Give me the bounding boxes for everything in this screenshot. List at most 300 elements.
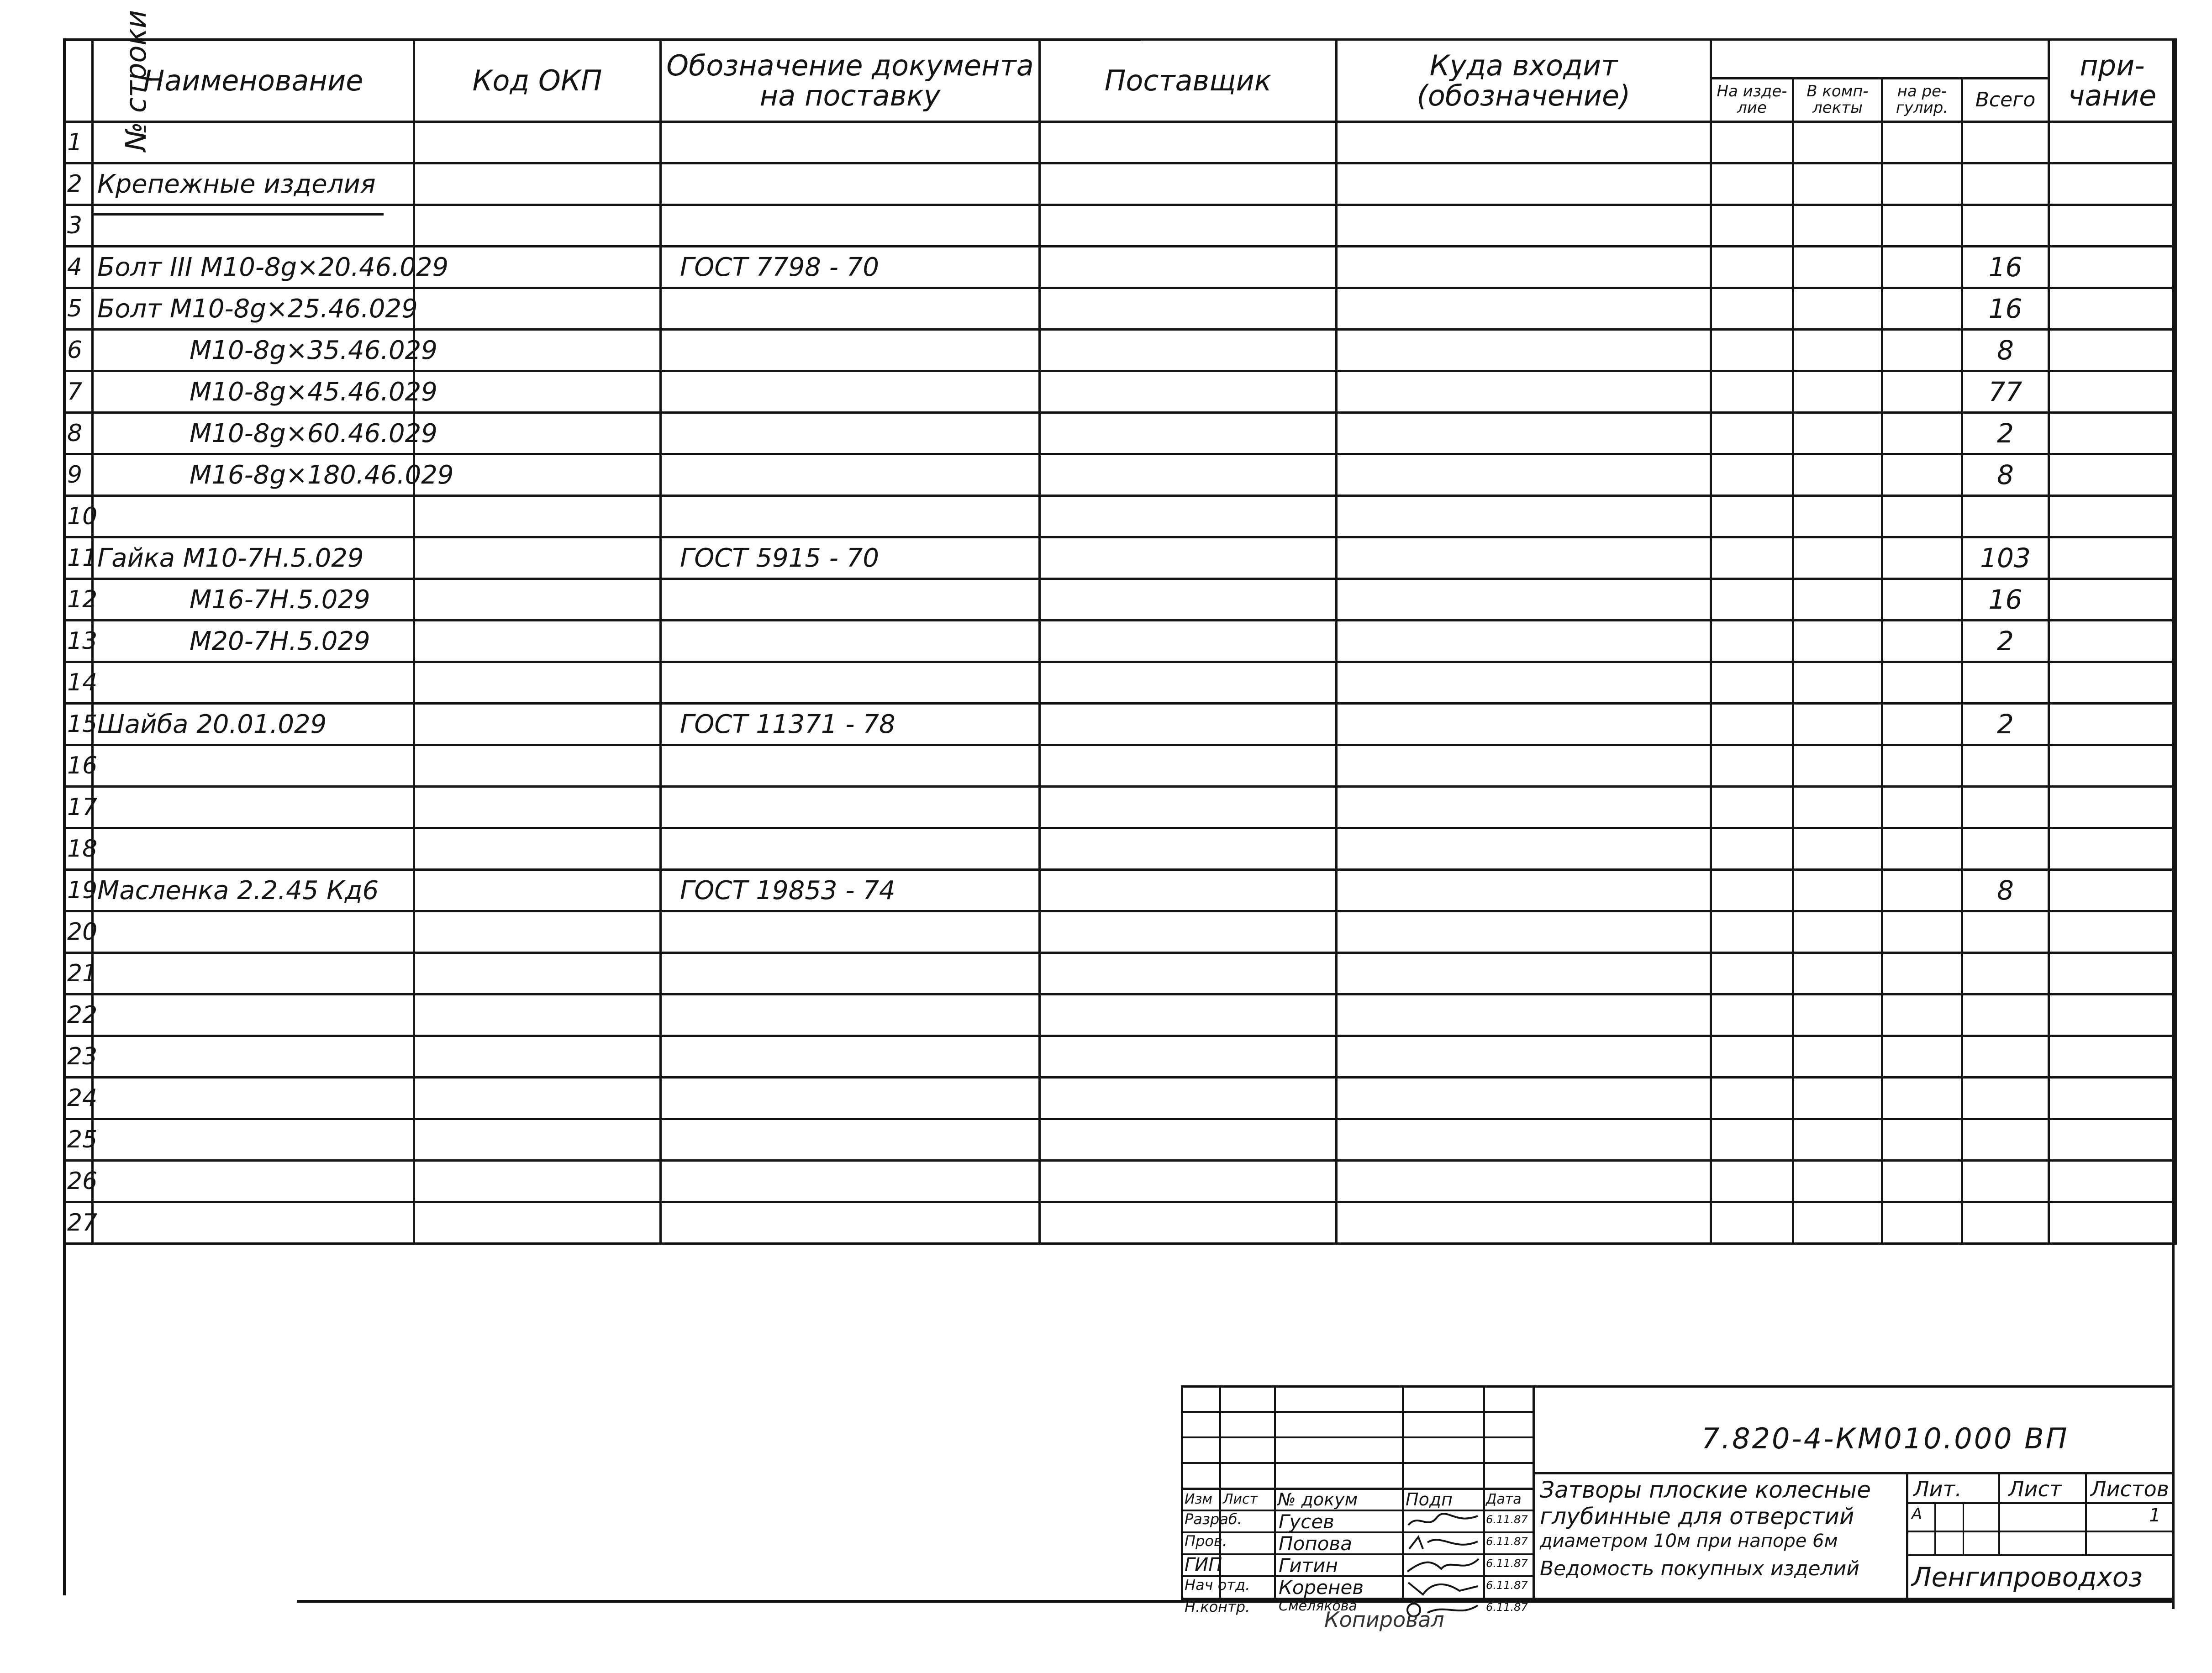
- where-used: [1337, 1119, 1711, 1161]
- where-used: [1337, 205, 1711, 247]
- where-used: [1337, 496, 1711, 537]
- qty-total: [1962, 994, 2049, 1036]
- supply-document: [661, 1161, 1040, 1202]
- table-row: [64, 496, 2176, 537]
- supply-document: [661, 662, 1040, 704]
- qty-adjustment: [1882, 163, 1962, 205]
- label-izm: Изм: [1185, 1491, 1213, 1507]
- header-supplier: Поставщик: [1040, 40, 1337, 122]
- header-qty-per-product: На изде- лие: [1711, 79, 1793, 122]
- table-row: [64, 537, 2176, 579]
- supplier: [1040, 621, 1337, 662]
- table-row: [64, 1202, 2176, 1244]
- item-name: М20-7Н.5.029: [93, 621, 414, 662]
- supply-document: [661, 454, 1040, 496]
- section-underline: [91, 213, 384, 216]
- okp-code: [414, 330, 661, 371]
- where-used: [1337, 787, 1711, 828]
- supplier: [1040, 496, 1337, 537]
- handwritten-signature: [1405, 1577, 1482, 1598]
- supplier: [1040, 330, 1337, 371]
- note: [2049, 828, 2176, 870]
- qty-total: [1962, 787, 2049, 828]
- label-signature: Подп: [1406, 1489, 1453, 1510]
- note: [2049, 205, 2176, 247]
- item-name: [93, 1036, 414, 1078]
- label-sheet: Лист: [2008, 1477, 2062, 1501]
- supply-document: [661, 1119, 1040, 1161]
- qty-total: 8: [1962, 870, 2049, 911]
- table-row: [64, 247, 2176, 288]
- note: [2049, 911, 2176, 953]
- qty-kits: [1793, 454, 1882, 496]
- handwritten-signature: [1405, 1511, 1482, 1532]
- table-row: [64, 579, 2176, 621]
- note: [2049, 621, 2176, 662]
- qty-per-product: [1711, 911, 1793, 953]
- okp-code: [414, 579, 661, 621]
- header-qty-kits: В комп- лекты: [1793, 79, 1882, 122]
- qty-per-product: [1711, 413, 1793, 454]
- item-name: Болт М10-8g×25.46.029: [93, 288, 414, 330]
- qty-total: [1962, 953, 2049, 994]
- qty-adjustment: [1882, 953, 1962, 994]
- where-used: [1337, 662, 1711, 704]
- qty-kits: [1793, 537, 1882, 579]
- row-number: 10: [64, 496, 93, 537]
- item-name: М10-8g×45.46.029: [93, 371, 414, 413]
- item-name: [93, 787, 414, 828]
- table-row: [64, 745, 2176, 787]
- label-list: Лист: [1223, 1491, 1258, 1507]
- qty-adjustment: [1882, 1036, 1962, 1078]
- supplier: [1040, 205, 1337, 247]
- okp-code: [414, 1161, 661, 1202]
- signer-name: Попова: [1279, 1532, 1352, 1555]
- note: [2049, 496, 2176, 537]
- table-row: [64, 288, 2176, 330]
- table-row: [64, 205, 2176, 247]
- supplier: [1040, 247, 1337, 288]
- table-row: [64, 371, 2176, 413]
- qty-per-product: [1711, 787, 1793, 828]
- qty-total: [1962, 911, 2049, 953]
- qty-kits: [1793, 870, 1882, 911]
- qty-adjustment: [1882, 579, 1962, 621]
- note: [2049, 122, 2176, 163]
- where-used: [1337, 704, 1711, 745]
- qty-adjustment: [1882, 662, 1962, 704]
- qty-per-product: [1711, 953, 1793, 994]
- okp-code: [414, 870, 661, 911]
- supplier: [1040, 828, 1337, 870]
- qty-kits: [1793, 288, 1882, 330]
- sign-date: 6.11.87: [1486, 1557, 1528, 1570]
- table-row: [64, 621, 2176, 662]
- table-row: [64, 662, 2176, 704]
- supplier: [1040, 662, 1337, 704]
- qty-total: [1962, 163, 2049, 205]
- qty-total: [1962, 1036, 2049, 1078]
- qty-per-product: [1711, 662, 1793, 704]
- where-used: [1337, 911, 1711, 953]
- where-used: [1337, 371, 1711, 413]
- qty-adjustment: [1882, 454, 1962, 496]
- item-name: [93, 1078, 414, 1119]
- supply-document: [661, 745, 1040, 787]
- qty-per-product: [1711, 1119, 1793, 1161]
- supply-document: [661, 994, 1040, 1036]
- supply-document: [661, 828, 1040, 870]
- note: [2049, 1078, 2176, 1119]
- description-line-2: глубинные для отверстий: [1540, 1503, 1854, 1530]
- qty-per-product: [1711, 1202, 1793, 1244]
- supplier: [1040, 870, 1337, 911]
- qty-adjustment: [1882, 787, 1962, 828]
- okp-code: [414, 745, 661, 787]
- label-doc-number: № докум: [1278, 1489, 1358, 1510]
- qty-adjustment: [1882, 1078, 1962, 1119]
- row-number: 9: [64, 454, 93, 496]
- table-row: [64, 870, 2176, 911]
- qty-adjustment: [1882, 330, 1962, 371]
- item-name: [93, 205, 414, 247]
- supplier: [1040, 1161, 1337, 1202]
- where-used: [1337, 1036, 1711, 1078]
- row-number: 20: [64, 911, 93, 953]
- supply-document: [661, 1036, 1040, 1078]
- where-used: [1337, 621, 1711, 662]
- header-qty-adjustment: на ре- гулир.: [1882, 79, 1962, 122]
- header-supply-document: Обозначение документа на поставку: [661, 40, 1040, 122]
- note: [2049, 579, 2176, 621]
- qty-adjustment: [1882, 870, 1962, 911]
- qty-per-product: [1711, 371, 1793, 413]
- qty-per-product: [1711, 704, 1793, 745]
- signer-role: Н.контр.: [1185, 1598, 1250, 1615]
- item-name: М16-7Н.5.029: [93, 579, 414, 621]
- okp-code: [414, 953, 661, 994]
- qty-per-product: [1711, 454, 1793, 496]
- qty-per-product: [1711, 870, 1793, 911]
- qty-per-product: [1711, 288, 1793, 330]
- item-name: [93, 1202, 414, 1244]
- qty-kits: [1793, 621, 1882, 662]
- row-number: 13: [64, 621, 93, 662]
- purchased-items-table: [63, 10, 2177, 1245]
- row-number: 1: [64, 122, 93, 163]
- qty-kits: [1793, 787, 1882, 828]
- qty-adjustment: [1882, 1202, 1962, 1244]
- copied-by-label: Копировал: [1324, 1607, 1444, 1632]
- qty-adjustment: [1882, 288, 1962, 330]
- row-number: 5: [64, 288, 93, 330]
- supply-document: ГОСТ 19853 - 74: [661, 870, 1040, 911]
- qty-adjustment: [1882, 1119, 1962, 1161]
- qty-total: 16: [1962, 579, 2049, 621]
- table-row: [64, 704, 2176, 745]
- row-number: 8: [64, 413, 93, 454]
- qty-per-product: [1711, 496, 1793, 537]
- signer-name: Коренев: [1279, 1576, 1364, 1599]
- note: [2049, 994, 2176, 1036]
- qty-total: [1962, 1202, 2049, 1244]
- where-used: [1337, 870, 1711, 911]
- item-name: [93, 1161, 414, 1202]
- qty-total: 8: [1962, 454, 2049, 496]
- supply-document: [661, 787, 1040, 828]
- supplier: [1040, 745, 1337, 787]
- where-used: [1337, 537, 1711, 579]
- qty-kits: [1793, 122, 1882, 163]
- qty-kits: [1793, 662, 1882, 704]
- note: [2049, 454, 2176, 496]
- qty-kits: [1793, 1119, 1882, 1161]
- okp-code: [414, 371, 661, 413]
- signer-role: Нач отд.: [1185, 1576, 1250, 1594]
- okp-code: [414, 1202, 661, 1244]
- okp-code: [414, 163, 661, 205]
- item-name: [93, 662, 414, 704]
- qty-per-product: [1711, 163, 1793, 205]
- qty-kits: [1793, 371, 1882, 413]
- qty-adjustment: [1882, 911, 1962, 953]
- supply-document: [661, 122, 1040, 163]
- item-name: Масленка 2.2.45 Кд6: [93, 870, 414, 911]
- table-row: [64, 828, 2176, 870]
- okp-code: [414, 911, 661, 953]
- qty-adjustment: [1882, 828, 1962, 870]
- supply-document: ГОСТ 7798 - 70: [661, 247, 1040, 288]
- supplier: [1040, 413, 1337, 454]
- where-used: [1337, 579, 1711, 621]
- note: [2049, 247, 2176, 288]
- qty-kits: [1793, 911, 1882, 953]
- supply-document: ГОСТ 5915 - 70: [661, 537, 1040, 579]
- header-qty-total: Всего: [1962, 79, 2049, 122]
- table-row: [64, 1078, 2176, 1119]
- supply-document: [661, 288, 1040, 330]
- supplier: [1040, 288, 1337, 330]
- row-number: 7: [64, 371, 93, 413]
- table-row: [64, 953, 2176, 994]
- note: [2049, 163, 2176, 205]
- supply-document: [661, 1078, 1040, 1119]
- qty-total: [1962, 1078, 2049, 1119]
- sign-date: 6.11.87: [1486, 1579, 1528, 1592]
- qty-total: [1962, 662, 2049, 704]
- okp-code: [414, 1078, 661, 1119]
- table-row: [64, 163, 2176, 205]
- qty-total: 2: [1962, 621, 2049, 662]
- where-used: [1337, 288, 1711, 330]
- label-date: Дата: [1486, 1491, 1522, 1507]
- qty-per-product: [1711, 745, 1793, 787]
- qty-total: 16: [1962, 288, 2049, 330]
- row-number: 24: [64, 1078, 93, 1119]
- qty-adjustment: [1882, 704, 1962, 745]
- supply-document: [661, 205, 1040, 247]
- note: [2049, 870, 2176, 911]
- qty-per-product: [1711, 537, 1793, 579]
- where-used: [1337, 994, 1711, 1036]
- row-number: 26: [64, 1161, 93, 1202]
- note: [2049, 1161, 2176, 1202]
- item-name: [93, 828, 414, 870]
- qty-per-product: [1711, 621, 1793, 662]
- where-used: [1337, 1161, 1711, 1202]
- qty-per-product: [1711, 1036, 1793, 1078]
- where-used: [1337, 953, 1711, 994]
- supply-document: [661, 911, 1040, 953]
- item-name: М10-8g×60.46.029: [93, 413, 414, 454]
- qty-adjustment: [1882, 745, 1962, 787]
- qty-adjustment: [1882, 371, 1962, 413]
- item-name: [93, 745, 414, 787]
- qty-kits: [1793, 994, 1882, 1036]
- row-number: 22: [64, 994, 93, 1036]
- qty-kits: [1793, 413, 1882, 454]
- handwritten-signature: [1405, 1533, 1482, 1554]
- note: [2049, 1202, 2176, 1244]
- okp-code: [414, 787, 661, 828]
- qty-kits: [1793, 247, 1882, 288]
- qty-total: 2: [1962, 413, 2049, 454]
- document-designation: 7.820-4-КМ010.000 ВП: [1701, 1422, 2069, 1455]
- qty-total: 16: [1962, 247, 2049, 288]
- qty-kits: [1793, 1161, 1882, 1202]
- row-number: 2: [64, 163, 93, 205]
- qty-total: [1962, 496, 2049, 537]
- qty-total: 2: [1962, 704, 2049, 745]
- qty-per-product: [1711, 579, 1793, 621]
- okp-code: [414, 288, 661, 330]
- supplier: [1040, 371, 1337, 413]
- supplier: [1040, 704, 1337, 745]
- item-name: [93, 911, 414, 953]
- item-name: М16-8g×180.46.029: [93, 454, 414, 496]
- qty-kits: [1793, 579, 1882, 621]
- supply-document: [661, 579, 1040, 621]
- qty-adjustment: [1882, 205, 1962, 247]
- qty-total: [1962, 828, 2049, 870]
- qty-kits: [1793, 828, 1882, 870]
- header-quantity-group: [1711, 40, 2049, 79]
- supplier: [1040, 953, 1337, 994]
- qty-per-product: [1711, 1161, 1793, 1202]
- okp-code: [414, 1036, 661, 1078]
- supply-document: [661, 621, 1040, 662]
- organization: Ленгипроводхоз: [1912, 1562, 2143, 1593]
- signer-role: Пров.: [1185, 1532, 1227, 1550]
- item-name: [93, 1119, 414, 1161]
- qty-total: [1962, 205, 2049, 247]
- qty-kits: [1793, 205, 1882, 247]
- supplier: [1040, 994, 1337, 1036]
- qty-kits: [1793, 1078, 1882, 1119]
- row-number: 19: [64, 870, 93, 911]
- supplier: [1040, 537, 1337, 579]
- okp-code: [414, 828, 661, 870]
- qty-adjustment: [1882, 247, 1962, 288]
- label-sheets: Листов: [2091, 1477, 2169, 1501]
- sign-date: 6.11.87: [1486, 1601, 1528, 1614]
- qty-adjustment: [1882, 994, 1962, 1036]
- sign-date: 6.11.87: [1486, 1513, 1528, 1526]
- item-name: Шайба 20.01.029: [93, 704, 414, 745]
- okp-code: [414, 621, 661, 662]
- row-number: 27: [64, 1202, 93, 1244]
- row-number: 17: [64, 787, 93, 828]
- okp-code: [414, 205, 661, 247]
- qty-per-product: [1711, 247, 1793, 288]
- okp-code: [414, 1119, 661, 1161]
- row-number: 4: [64, 247, 93, 288]
- okp-code: [414, 537, 661, 579]
- handwritten-signature: [1405, 1555, 1482, 1576]
- row-number: 14: [64, 662, 93, 704]
- note: [2049, 537, 2176, 579]
- table-row: [64, 122, 2176, 163]
- qty-total: 103: [1962, 537, 2049, 579]
- table-row: [64, 454, 2176, 496]
- header-where-used: Куда входит (обозначение): [1337, 40, 1711, 122]
- item-name: М10-8g×35.46.029: [93, 330, 414, 371]
- qty-adjustment: [1882, 496, 1962, 537]
- item-name: [93, 496, 414, 537]
- qty-total: [1962, 122, 2049, 163]
- supply-document: [661, 1202, 1040, 1244]
- qty-kits: [1793, 953, 1882, 994]
- supply-document: [661, 163, 1040, 205]
- qty-total: [1962, 1161, 2049, 1202]
- supplier: [1040, 122, 1337, 163]
- where-used: [1337, 745, 1711, 787]
- item-name: [93, 953, 414, 994]
- supplier: [1040, 579, 1337, 621]
- table-row: [64, 413, 2176, 454]
- where-used: [1337, 247, 1711, 288]
- title-block: [1181, 1385, 2175, 1615]
- header-row-number: № строки: [64, 40, 93, 122]
- note: [2049, 1119, 2176, 1161]
- item-name: [93, 994, 414, 1036]
- supply-document: [661, 953, 1040, 994]
- qty-adjustment: [1882, 621, 1962, 662]
- supply-document: [661, 496, 1040, 537]
- table-row: [64, 994, 2176, 1036]
- table-row: [64, 1161, 2176, 1202]
- row-number: 6: [64, 330, 93, 371]
- label-lit: Лит.: [1913, 1477, 1962, 1501]
- note: [2049, 1036, 2176, 1078]
- okp-code: [414, 413, 661, 454]
- qty-adjustment: [1882, 122, 1962, 163]
- signer-role: ГИП: [1185, 1554, 1222, 1575]
- where-used: [1337, 330, 1711, 371]
- qty-kits: [1793, 704, 1882, 745]
- table-row: [64, 911, 2176, 953]
- qty-per-product: [1711, 122, 1793, 163]
- qty-total: 8: [1962, 330, 2049, 371]
- supplier: [1040, 163, 1337, 205]
- supply-document: [661, 413, 1040, 454]
- table-row: [64, 1119, 2176, 1161]
- supplier: [1040, 1036, 1337, 1078]
- where-used: [1337, 828, 1711, 870]
- qty-total: [1962, 1119, 2049, 1161]
- note: [2049, 413, 2176, 454]
